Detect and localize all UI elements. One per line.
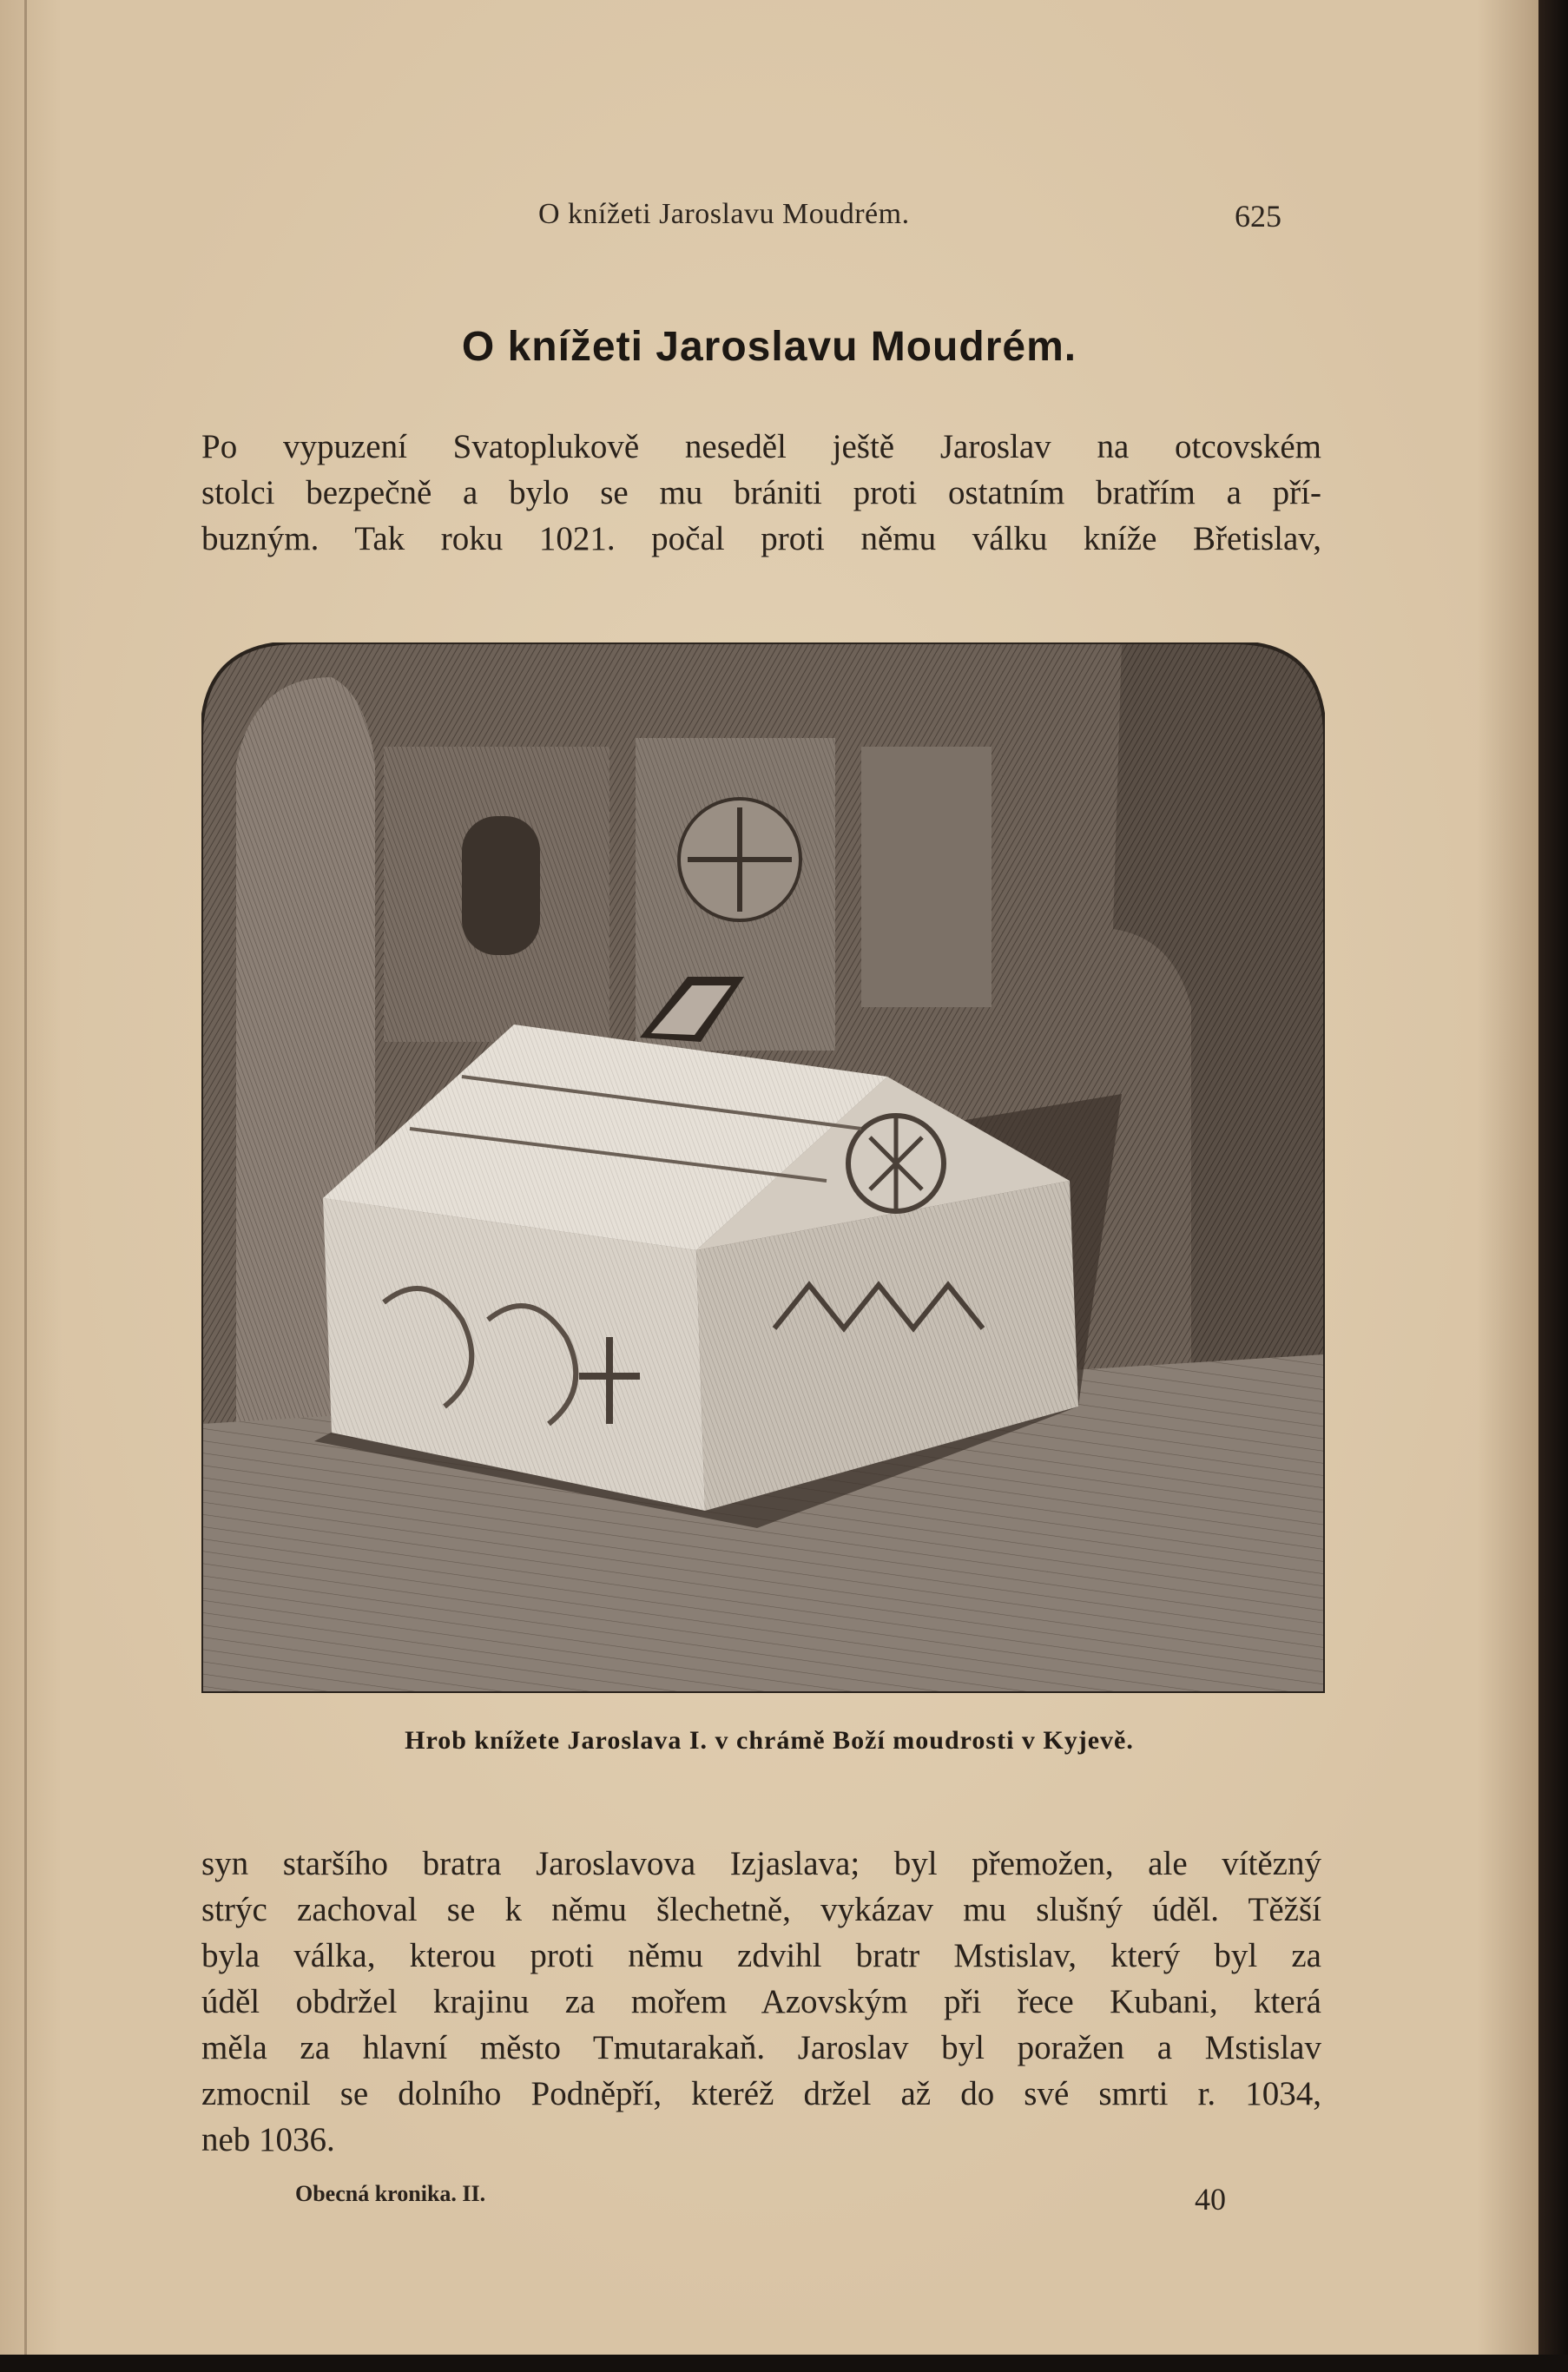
- text-line: stolci bezpečně a bylo se mu brániti proti ostatním bratřím a pří-: [201, 474, 1321, 511]
- text-line: buzným. Tak roku 1021. počal proti němu válku kníže Břetislav,: [201, 520, 1321, 557]
- text-line: byla válka, kterou proti němu zdvihl bratr Mstislav, který byl za: [201, 1937, 1321, 1974]
- footer-signature: Obecná kronika. II.: [295, 2181, 486, 2206]
- text-line: zmocnil se dolního Podněpří, kteréž držel až do své smrti r. 1034,: [201, 2075, 1321, 2112]
- tomb-engraving: [201, 642, 1325, 1693]
- text-line: neb 1036.: [201, 2121, 335, 2158]
- figure-caption: Hrob knížete Jaroslava I. v chrámě Boží moudrosti v Kyjevě.: [405, 1726, 1134, 1755]
- text-line: měla za hlavní město Tmutarakaň. Jaroslav byl poražen a Mstislav: [201, 2029, 1321, 2066]
- running-head-title: O knížeti Jaroslavu Moudrém.: [538, 198, 910, 230]
- chapter-title: O knížeti Jaroslavu Moudrém.: [461, 324, 1077, 370]
- bottom-edge-shadow: [0, 2355, 1568, 2372]
- paragraph-continuation: [201, 1841, 1321, 2163]
- paragraph-intro: [201, 424, 1321, 562]
- page-number: 625: [1235, 199, 1281, 234]
- text-line: syn staršího bratra Jaroslavova Izjaslava; byl přemožen, ale vítězný: [201, 1845, 1321, 1882]
- text-line: Po vypuzení Svatoplukově neseděl ještě Jaroslav na otcovském: [201, 428, 1321, 465]
- footer-sheet-number: 40: [1195, 2182, 1226, 2217]
- book-edge-shadow: [1538, 0, 1568, 2372]
- text-line: úděl obdržel krajinu za mořem Azovským při řece Kubani, která: [201, 1983, 1321, 2020]
- text-line: strýc zachoval se k němu šlechetně, vykázav mu slušný úděl. Těžší: [201, 1891, 1321, 1928]
